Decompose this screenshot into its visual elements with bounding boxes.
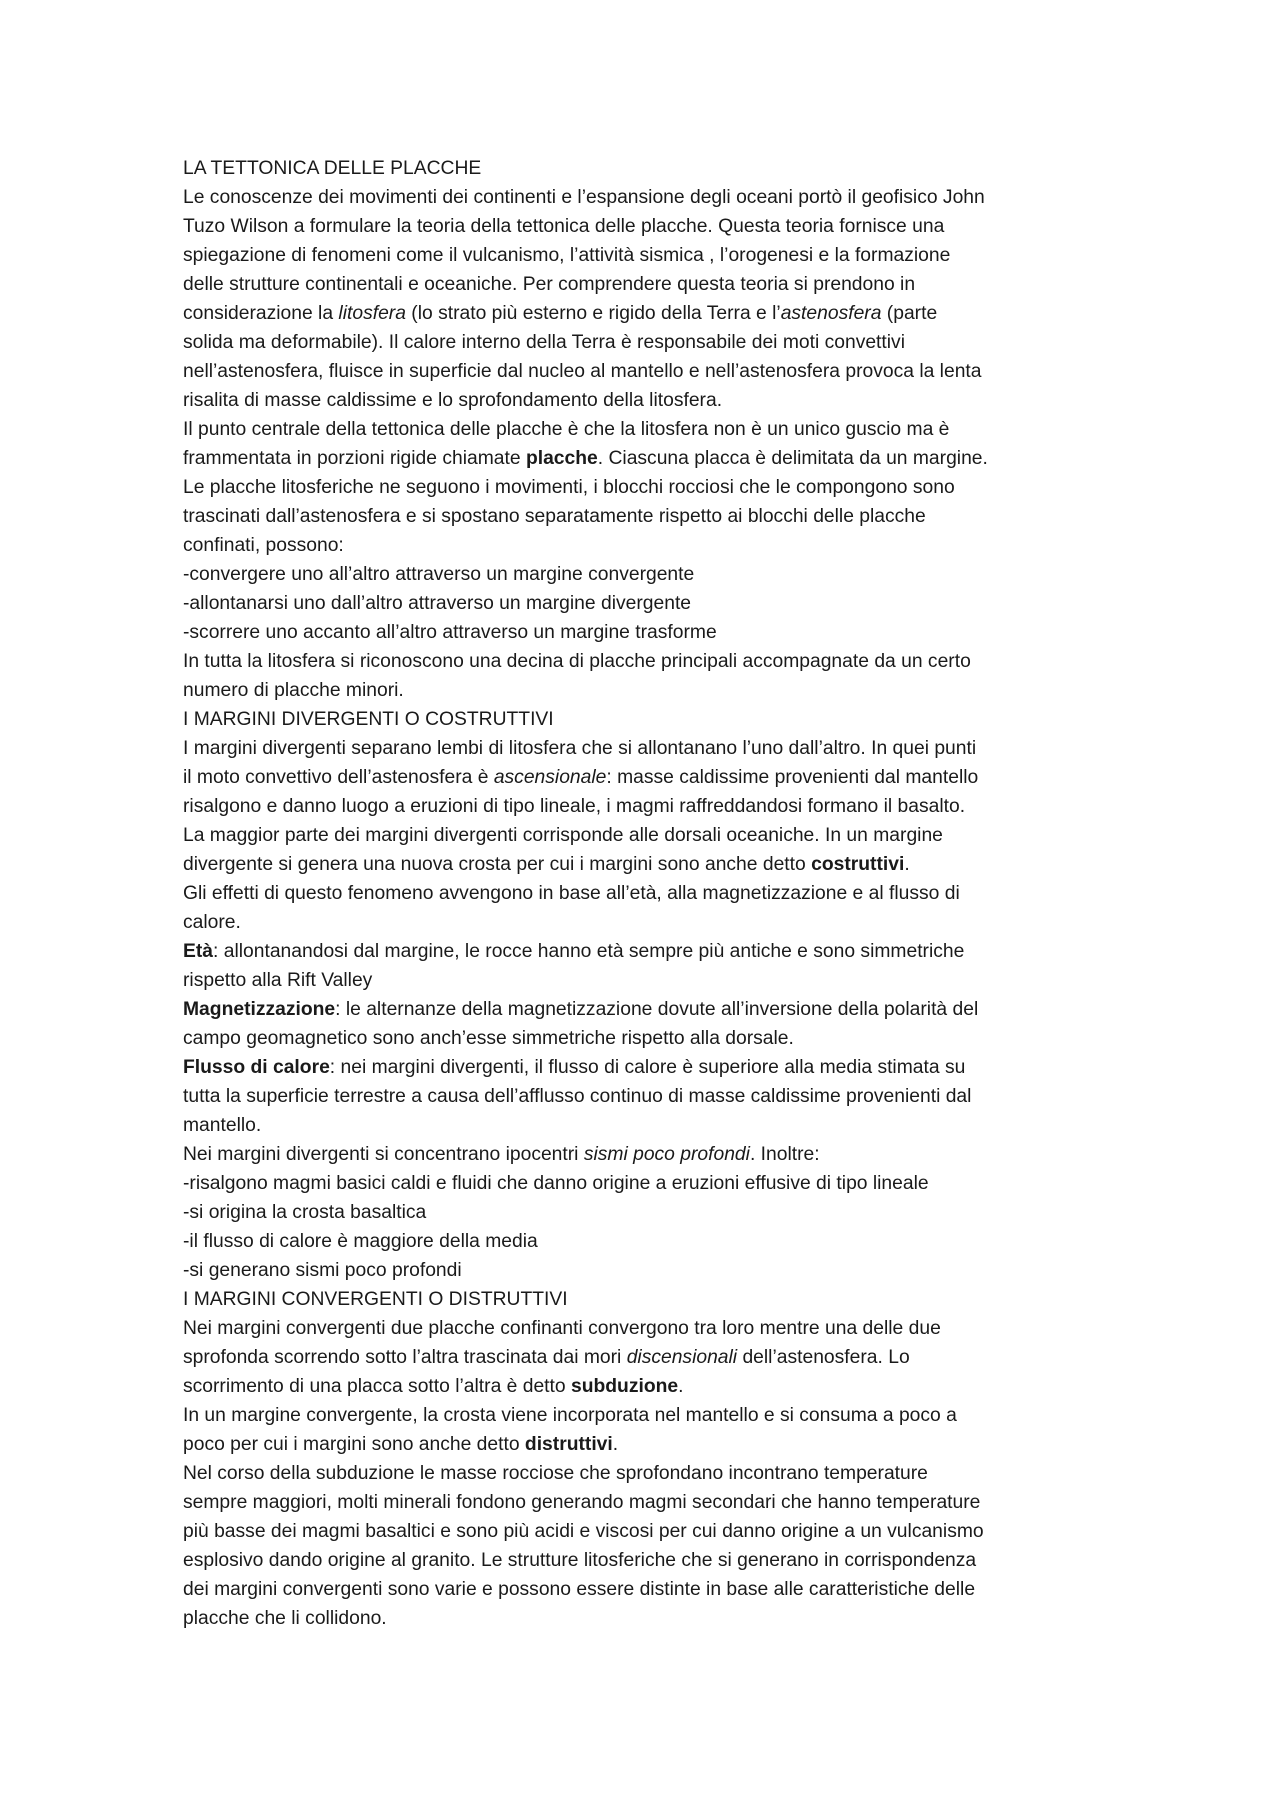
text-segment: confinati, possono:: [183, 535, 344, 556]
text-line: [183, 1604, 1123, 1633]
text-line: [183, 299, 1123, 328]
text-line: [183, 1546, 1123, 1575]
text-line: [183, 1227, 1123, 1256]
text-segment: divergente si genera una nuova crosta per cui i margini sono anche detto: [183, 854, 812, 875]
text-line: [183, 357, 1123, 386]
text-line: [183, 560, 1123, 589]
italic-term: ascensionale: [493, 767, 607, 788]
text-line: [183, 1372, 1123, 1401]
text-line: [183, 1140, 1123, 1169]
text-line: [183, 589, 1123, 618]
text-segment: tutta la superficie terrestre a causa dell’afflusso continuo di masse caldissime provenienti dal: [183, 1086, 972, 1107]
text-segment: .: [904, 854, 910, 875]
text-line: [183, 1314, 1123, 1343]
bold-term: Magnetizzazione: [183, 999, 336, 1020]
text-line: [183, 647, 1123, 676]
text-line: [183, 1517, 1123, 1546]
text-line: [183, 241, 1123, 270]
text-segment: Gli effetti di questo fenomeno avvengono in base all’età, alla magnetizzazione e al flusso di: [183, 883, 960, 904]
text-segment: frammentata in porzioni rigide chiamate: [183, 448, 526, 469]
bold-term: Età: [183, 941, 214, 962]
text-line: [183, 1459, 1123, 1488]
text-segment: : le alternanze della magnetizzazione dovute all’inversione della polarità del: [335, 999, 979, 1020]
text-line: [183, 966, 1123, 995]
text-line: [183, 154, 1123, 183]
italic-term: litosfera: [338, 303, 406, 324]
text-segment: : masse caldissime provenienti dal mantello: [606, 767, 979, 788]
text-line: [183, 444, 1123, 473]
text-line: [183, 734, 1123, 763]
text-segment: delle strutture continentali e oceaniche. Per comprendere questa teoria si prendono in: [183, 274, 916, 295]
text-segment: -si generano sismi poco profondi: [183, 1260, 462, 1281]
text-segment: -il flusso di calore è maggiore della media: [183, 1231, 538, 1252]
text-segment: : nei margini divergenti, il flusso di calore è superiore alla media stimata su: [329, 1057, 966, 1078]
text-segment: mantello.: [183, 1115, 262, 1136]
text-segment: Tuzo Wilson a formulare la teoria della tettonica delle placche. Questa teoria fornisce una: [183, 216, 945, 237]
text-segment: -convergere uno all’altro attraverso un margine convergente: [183, 564, 695, 585]
bold-term: Flusso di calore: [183, 1057, 330, 1078]
document-page: [183, 154, 1123, 1633]
text-segment: .: [678, 1376, 684, 1397]
text-segment: In tutta la litosfera si riconoscono una decina di placche principali accompagnate da un certo: [183, 651, 971, 672]
text-line: [183, 792, 1123, 821]
text-line: [183, 1430, 1123, 1459]
text-line: [183, 763, 1123, 792]
bold-term: subduzione: [570, 1376, 679, 1397]
text-segment: LA TETTONICA DELLE PLACCHE: [183, 158, 482, 179]
text-line: [183, 1024, 1123, 1053]
text-segment: (parte: [881, 303, 938, 324]
text-line: [183, 473, 1123, 502]
text-segment: nell’astenosfera, fluisce in superficie dal nucleo al mantello e nell’astenosfera provoca la lenta: [183, 361, 982, 382]
text-segment: Nei margini convergenti due placche confinanti convergono tra loro mentre una delle due: [183, 1318, 941, 1339]
text-segment: Nei margini divergenti si concentrano ipocentri: [183, 1144, 584, 1165]
text-segment: La maggior parte dei margini divergenti corrisponde alle dorsali oceaniche. In un margine: [183, 825, 943, 846]
text-segment: numero di placche minori.: [183, 680, 404, 701]
text-line: [183, 676, 1123, 705]
text-segment: trascinati dall’astenosfera e si spostano separatamente rispetto ai blocchi delle placche: [183, 506, 926, 527]
text-segment: -allontanarsi uno dall’altro attraverso un margine divergente: [183, 593, 692, 614]
text-segment: (lo strato più esterno e rigido della Terra e l’: [405, 303, 781, 324]
text-line: [183, 879, 1123, 908]
text-segment: risalgono e danno luogo a eruzioni di tipo lineale, i magmi raffreddandosi formano il basalto.: [183, 796, 966, 817]
text-line: [183, 1111, 1123, 1140]
text-segment: solida ma deformabile). Il calore interno della Terra è responsabile dei moti convettivi: [183, 332, 905, 353]
text-line: [183, 270, 1123, 299]
italic-term: astenosfera: [780, 303, 882, 324]
text-segment: poco per cui i margini sono anche detto: [183, 1434, 525, 1455]
bold-term: distruttivi: [524, 1434, 613, 1455]
text-segment: : allontanandosi dal margine, le rocce hanno età sempre più antiche e sono simmetriche: [213, 941, 965, 962]
text-line: [183, 1169, 1123, 1198]
text-segment: spiegazione di fenomeni come il vulcanismo, l’attività sismica , l’orogenesi e la formazione: [183, 245, 951, 266]
text-line: [183, 212, 1123, 241]
text-segment: dei margini convergenti sono varie e possono essere distinte in base alle caratteristiche delle: [183, 1579, 976, 1600]
text-segment: I MARGINI DIVERGENTI O COSTRUTTIVI: [183, 709, 554, 730]
text-segment: rispetto alla Rift Valley: [183, 970, 373, 991]
text-segment: . Ciascuna placca è delimitata da un margine.: [597, 448, 988, 469]
text-segment: Il punto centrale della tettonica delle placche è che la litosfera non è un unico guscio ma è: [183, 419, 950, 440]
text-line: [183, 821, 1123, 850]
text-line: [183, 328, 1123, 357]
text-segment: Le placche litosferiche ne seguono i movimenti, i blocchi rocciosi che le compongono sono: [183, 477, 955, 498]
text-segment: . Inoltre:: [749, 1144, 820, 1165]
text-line: [183, 1343, 1123, 1372]
text-line: [183, 183, 1123, 212]
text-line: [183, 531, 1123, 560]
text-segment: I margini divergenti separano lembi di litosfera che si allontanano l’uno dall’altro. In quei punti: [183, 738, 977, 759]
text-line: [183, 1575, 1123, 1604]
text-segment: -si origina la crosta basaltica: [183, 1202, 427, 1223]
text-segment: I MARGINI CONVERGENTI O DISTRUTTIVI: [183, 1289, 568, 1310]
text-segment: .: [612, 1434, 619, 1455]
text-line: [183, 1285, 1123, 1314]
bold-term: costruttivi: [811, 854, 905, 875]
text-line: [183, 705, 1123, 734]
text-segment: Nel corso della subduzione le masse rocciose che sprofondano incontrano temperature: [183, 1463, 928, 1484]
text-line: [183, 1488, 1123, 1517]
text-line: [183, 850, 1123, 879]
text-segment: considerazione la: [183, 303, 339, 324]
text-line: [183, 1401, 1123, 1430]
text-line: [183, 618, 1123, 647]
text-segment: -scorrere uno accanto all’altro attraverso un margine trasforme: [183, 622, 717, 643]
text-segment: calore.: [183, 912, 241, 933]
text-segment: sempre maggiori, molti minerali fondono generando magmi secondari che hanno temperature: [183, 1492, 981, 1513]
text-line: [183, 1256, 1123, 1285]
text-segment: Le conoscenze dei movimenti dei continenti e l’espansione degli oceani portò il geofisico John: [183, 187, 985, 208]
text-segment: placche che li collidono.: [183, 1608, 387, 1629]
text-line: [183, 415, 1123, 444]
bold-term: placche: [525, 448, 598, 469]
text-segment: -risalgono magmi basici caldi e fluidi che danno origine a eruzioni effusive di tipo lineale: [183, 1173, 929, 1194]
italic-term: sismi poco profondi: [583, 1144, 750, 1165]
text-segment: risalita di masse caldissime e lo sprofondamento della litosfera.: [183, 390, 723, 411]
text-segment: In un margine convergente, la crosta viene incorporata nel mantello e si consuma a poco a: [183, 1405, 957, 1426]
text-line: [183, 937, 1123, 966]
text-segment: campo geomagnetico sono anch’esse simmetriche rispetto alla dorsale.: [183, 1028, 794, 1049]
text-segment: dell’astenosfera. Lo: [737, 1347, 910, 1368]
text-line: [183, 995, 1123, 1024]
text-line: [183, 1198, 1123, 1227]
text-segment: più basse dei magmi basaltici e sono più acidi e viscosi per cui danno origine a un vulcanismo: [183, 1521, 984, 1542]
text-segment: esplosivo dando origine al granito. Le strutture litosferiche che si generano in corrispondenza: [183, 1550, 977, 1571]
text-line: [183, 1082, 1123, 1111]
text-line: [183, 502, 1123, 531]
text-line: [183, 386, 1123, 415]
text-segment: sprofonda scorrendo sotto l’altra trascinata dai mori: [183, 1347, 627, 1368]
text-line: [183, 908, 1123, 937]
text-line: [183, 1053, 1123, 1082]
text-segment: scorrimento di una placca sotto l’altra è detto: [183, 1376, 571, 1397]
italic-term: discensionali: [626, 1347, 738, 1368]
text-segment: il moto convettivo dell’astenosfera è: [183, 767, 494, 788]
